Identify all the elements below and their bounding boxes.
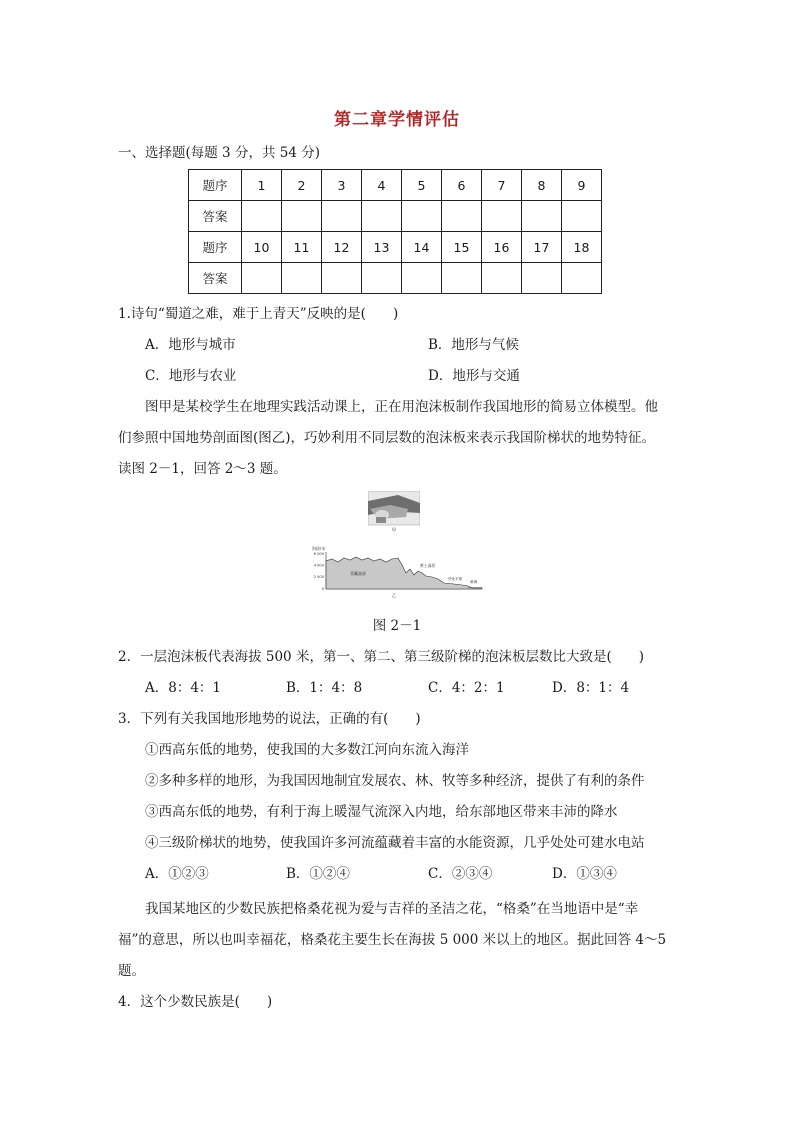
figure-yi-profile xyxy=(308,545,488,599)
question-number: 16 xyxy=(482,232,522,263)
question-number: 13 xyxy=(362,232,402,263)
question-1-option-c: C．地形与农业 xyxy=(145,368,237,384)
section-heading: 一、选择题(每题 3 分，共 54 分) xyxy=(118,145,320,161)
question-1-option-d: D．地形与交通 xyxy=(428,368,520,384)
question-2-option-b: B．1：4：8 xyxy=(286,680,363,696)
question-3-option-a: A．①②③ xyxy=(145,866,209,882)
question-3-stem: 3．下列有关我国地形地势的说法，正确的有( ) xyxy=(118,711,421,727)
row-header-answer: 答案 xyxy=(189,263,242,294)
question-number: 1 xyxy=(242,170,282,201)
question-3-option-d: D．①③④ xyxy=(552,866,617,882)
table-row xyxy=(189,232,602,263)
answer-cell xyxy=(522,201,562,232)
passage-2-line: 我国某地区的少数民族把格桑花视为爱与吉祥的圣洁之花，“格桑”在当地语中是“幸 xyxy=(145,901,639,917)
question-number: 7 xyxy=(482,170,522,201)
figure-caption: 图 2－1 xyxy=(372,618,422,634)
figure-jia-photo xyxy=(368,491,420,533)
region-label: 华北平原 xyxy=(448,577,463,581)
question-3-option-c: C．②③④ xyxy=(428,866,493,882)
question-number: 18 xyxy=(562,232,602,263)
question-1-option-b: B．地形与气候 xyxy=(428,337,519,353)
y-tick-label: 6 000 xyxy=(313,552,324,556)
question-number: 15 xyxy=(442,232,482,263)
question-2-stem: 2．一层泡沫板代表海拔 500 米，第一、第二、第三级阶梯的泡沫板层数比大致是( ) xyxy=(118,649,644,665)
question-number: 11 xyxy=(282,232,322,263)
answer-cell xyxy=(402,201,442,232)
answer-cell xyxy=(242,263,282,294)
table-row xyxy=(189,263,602,294)
question-number: 2 xyxy=(282,170,322,201)
y-tick-label: 0 xyxy=(321,587,324,591)
region-label: 青藏高原 xyxy=(350,571,366,576)
answer-cell xyxy=(322,201,362,232)
passage-2-line: 题。 xyxy=(118,963,145,979)
figure-jia-label: 甲 xyxy=(391,528,397,533)
page-title: 第二章学情评估 xyxy=(334,110,460,130)
question-number: 5 xyxy=(402,170,442,201)
question-2-option-a: A．8：4：1 xyxy=(145,680,222,696)
row-header-answer: 答案 xyxy=(189,201,242,232)
answer-cell xyxy=(282,201,322,232)
question-1-option-a: A．地形与城市 xyxy=(145,337,236,353)
passage-1-line: 图甲是某校学生在地理实践活动课上，正在用泡沫板制作我国地形的简易立体模型。他 xyxy=(145,399,658,415)
region-label: 黄海 xyxy=(470,580,478,584)
y-tick-label: 2 000 xyxy=(313,575,324,579)
answer-cell xyxy=(482,263,522,294)
answer-cell xyxy=(362,263,402,294)
answer-cell xyxy=(522,263,562,294)
question-number: 12 xyxy=(322,232,362,263)
question-3-statement: ③西高东低的地势，有利于海上暖湿气流深入内地，给东部地区带来丰沛的降水 xyxy=(145,804,618,820)
question-3-statement: ②多种多样的地形，为我国因地制宜发展农、林、牧等多种经济，提供了有利的条件 xyxy=(145,773,645,789)
row-header-question: 题序 xyxy=(189,170,242,201)
question-3-option-b: B．①②④ xyxy=(286,866,350,882)
question-4-stem: 4．这个少数民族是( ) xyxy=(118,994,273,1010)
passage-1-line: 读图 2－1，回答 2～3 题。 xyxy=(118,461,287,477)
answer-cell xyxy=(442,201,482,232)
figure-yi-label: 乙 xyxy=(391,594,397,599)
question-number: 6 xyxy=(442,170,482,201)
passage-2-line: 福”的意思，所以也叫幸福花，格桑花主要生长在海拔 5 000 米以上的地区。据此回答 4～5 xyxy=(118,932,667,948)
answer-cell xyxy=(242,201,282,232)
answer-cell xyxy=(322,263,362,294)
answer-cell xyxy=(482,201,522,232)
question-number: 17 xyxy=(522,232,562,263)
y-axis-label: 海拔/米 xyxy=(312,546,326,551)
y-tick-label: 4 000 xyxy=(313,563,324,568)
question-number: 10 xyxy=(242,232,282,263)
question-number: 9 xyxy=(562,170,602,201)
answer-table xyxy=(188,169,602,294)
question-number: 3 xyxy=(322,170,362,201)
answer-cell xyxy=(282,263,322,294)
question-3-statement: ①西高东低的地势，使我国的大多数江河向东流入海洋 xyxy=(145,742,469,758)
question-3-statement: ④三级阶梯状的地势，使我国许多河流蕴藏着丰富的水能资源，几乎处处可建水电站 xyxy=(145,835,645,851)
row-header-question: 题序 xyxy=(189,232,242,263)
question-number: 8 xyxy=(522,170,562,201)
answer-cell xyxy=(562,263,602,294)
answer-cell xyxy=(362,201,402,232)
question-1-stem: 1.诗句“蜀道之难，难于上青天”反映的是( ) xyxy=(118,306,399,322)
passage-1-line: 们参照中国地势剖面图(图乙)，巧妙利用不同层数的泡沫板来表示我国阶梯状的地势特征。 xyxy=(118,430,656,446)
answer-cell xyxy=(402,263,442,294)
table-row xyxy=(189,170,602,201)
answer-cell xyxy=(562,201,602,232)
question-number: 4 xyxy=(362,170,402,201)
question-number: 14 xyxy=(402,232,442,263)
answer-cell xyxy=(442,263,482,294)
question-2-option-c: C．4：2：1 xyxy=(428,680,505,696)
table-row xyxy=(189,201,602,232)
question-2-option-d: D．8：1：4 xyxy=(552,680,630,696)
region-label: 黄土高原 xyxy=(420,563,436,568)
